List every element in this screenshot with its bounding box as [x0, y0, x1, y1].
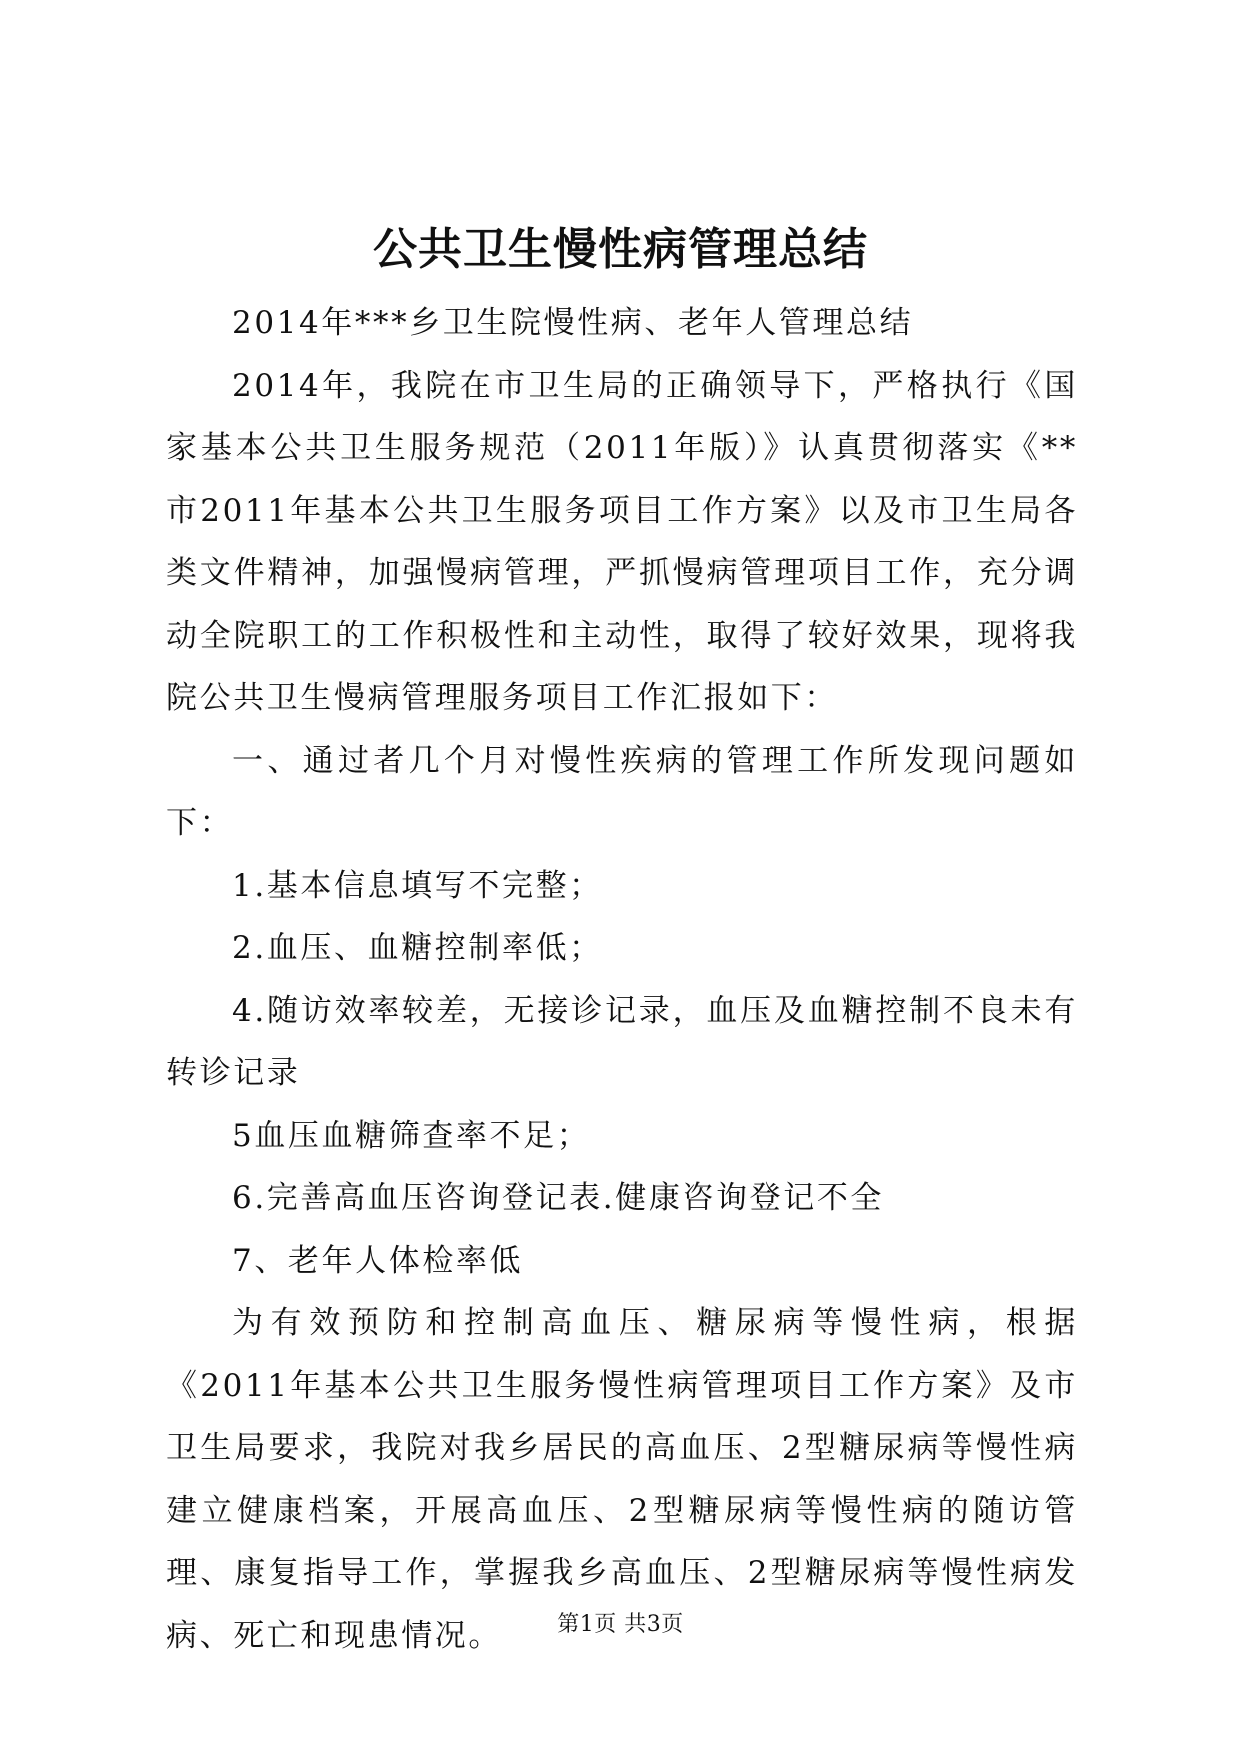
paragraph-item-1: 1.基本信息填写不完整；	[232, 867, 603, 904]
document-title: 公共卫生慢性病管理总结	[373, 224, 868, 275]
paragraph-item-6: 6.完善高血压咨询登记表.健康咨询登记不全	[232, 1180, 885, 1216]
paragraph-item-2: 2.血压、血糖控制率低；	[232, 930, 603, 966]
paragraph-measures: 为有效预防和控制高血压、糖尿病等慢性病，根据《2011年基本公共卫生服务慢性病管理项目工作方案》及市卫生局要求，我院对我乡居民的高血压、2型糖尿病等慢性病建立健康档案，开展高血压、2型糖尿病等慢性病的随访管理、康复指导工作，掌握我乡高血压、2型糖尿病等慢性病发病、死亡和现患情况。	[166, 1305, 1078, 1654]
paragraph-item-7: 7、老年人体检率低	[232, 1242, 524, 1279]
page-number-footer: 第1页 共3页	[557, 1612, 684, 1637]
paragraph-section-heading: 一、通过者几个月对慢性疾病的管理工作所发现问题如下：	[166, 742, 1078, 841]
document-body	[166, 292, 1078, 1667]
paragraph-subtitle: 2014年***乡卫生院慢性病、老年人管理总结	[232, 305, 914, 341]
paragraph-intro: 2014年，我院在市卫生局的正确领导下，严格执行《国家基本公共卫生服务规范（2011年版）》认真贯彻落实《**市2011年基本公共卫生服务项目工作方案》以及市卫生局各类文件精神，加强慢病管理，严抓慢病管理项目工作，充分调动全院职工的工作积极性和主动性，取得了较好效果，现将我院公共卫生慢病管理服务项目工作汇报如下：	[166, 367, 1078, 716]
paragraph-item-4: 4.随访效率较差，无接诊记录，血压及血糖控制不良未有转诊记录	[166, 992, 1078, 1091]
paragraph-item-5: 5血压血糖筛查率不足；	[232, 1117, 591, 1154]
